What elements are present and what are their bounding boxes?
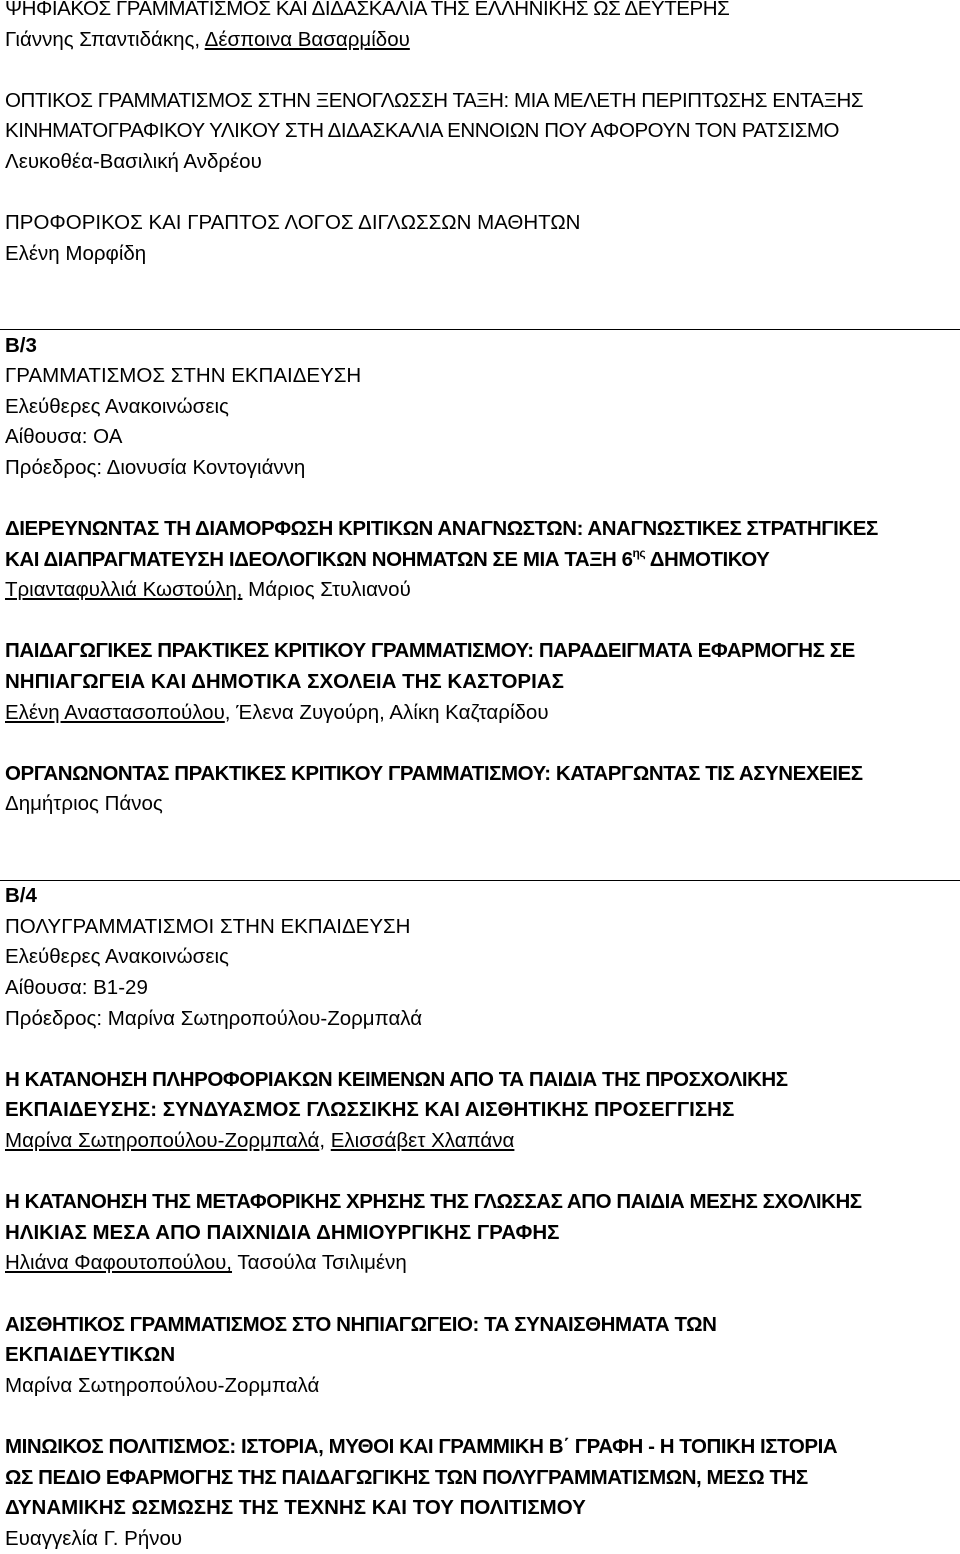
presenting-author: Τριανταφυλλιά Κωστούλη, bbox=[5, 578, 243, 602]
presenting-author: Ελένη Αναστασοπούλου bbox=[5, 700, 225, 724]
paper-title: ΔΙΕΡΕΥΝΩΝΤΑΣ ΤΗ ΔΙΑΜΟΡΦΩΣΗ ΚΡΙΤΙΚΩΝ ΑΝΑΓΝΩΣΤΩΝ: ΑΝΑΓΝΩΣΤΙΚΕΣ ΣΤΡΑΤΗΓΙΚΕΣ bbox=[5, 517, 878, 541]
program-page bbox=[5, 0, 955, 1554]
paper-title: ΩΣ ΠΕΔΙΟ ΕΦΑΡΜΟΓΗΣ ΤΗΣ ΠΑΙΔΑΓΩΓΙΚΗΣ ΤΩΝ ΠΟΛΥΓΡΑΜΜΑΤΙΣΜΩΝ, ΜΕΣΩ ΤΗΣ bbox=[5, 1465, 808, 1489]
paper-title: ΠΑΙΔΑΓΩΓΙΚΕΣ ΠΡΑΚΤΙΚΕΣ ΚΡΙΤΙΚΟΥ ΓΡΑΜΜΑΤΙΣΜΟΥ: ΠΑΡΑΔΕΙΓΜΑΤΑ ΕΦΑΡΜΟΓΗΣ ΣΕ bbox=[5, 639, 855, 663]
authors-line bbox=[5, 25, 955, 56]
author: Μαρίνα Σωτηροπούλου-Ζορμπαλά bbox=[5, 1373, 320, 1397]
session-room: Αίθουσα: Β1-29 bbox=[5, 976, 148, 999]
session-type: Ελεύθερες Ανακοινώσεις bbox=[5, 945, 229, 969]
author: , Έλενα Ζυγούρη, Αλίκη Καζταρίδου bbox=[224, 700, 549, 724]
authors-line: Μαρίνα Σωτηροπούλου-Ζορμπαλά, Ελισσάβετ Χλαπάνα bbox=[5, 1128, 515, 1152]
author: Δημήτριος Πάνος bbox=[5, 792, 163, 816]
paper-title: ΠΡΟΦΟΡΙΚΟΣ ΚΑΙ ΓΡΑΠΤΟΣ ΛΟΓΟΣ ΔΙΓΛΩΣΣΩΝ ΜΑΘΗΤΩΝ bbox=[5, 211, 581, 235]
paper-title: ΚΙΝΗΜΑΤΟΓΡΑΦΙΚΟΥ ΥΛΙΚΟΥ ΣΤΗ ΔΙΔΑΣΚΑΛΙΑ ΕΝΝΟΙΩΝ ΠΟΥ ΑΦΟΡΟΥΝ ΤΟΝ ΡΑΤΣΙΣΜΟ bbox=[5, 119, 840, 143]
author: Γιάννης Σπαντιδάκης, bbox=[5, 27, 205, 51]
session-chair: Πρόεδρος: Διονυσία Κοντογιάννη bbox=[5, 455, 306, 479]
paper-title: ΕΚΠΑΙΔΕΥΤΙΚΩΝ bbox=[5, 1343, 176, 1367]
ordinal-superscript: ης bbox=[632, 545, 646, 560]
presenting-author: Μαρίνα Σωτηροπούλου-Ζορμπαλά bbox=[5, 1128, 320, 1152]
session-code: Β/3 bbox=[5, 333, 37, 357]
paper-title: ΜΙΝΩΙΚΟΣ ΠΟΛΙΤΙΣΜΟΣ: ΙΣΤΟΡΙΑ, ΜΥΘΟΙ ΚΑΙ ΓΡΑΜΜΙΚΗ Β΄ ΓΡΑΦΗ - Η ΤΟΠΙΚΗ ΙΣΤΟΡΙΑ bbox=[5, 1434, 838, 1458]
session-topic: ΠΟΛΥΓΡΑΜΜΑΤΙΣΜΟΙ ΣΤΗΝ ΕΚΠΑΙΔΕΥΣΗ bbox=[5, 914, 411, 938]
author: Ευαγγελία Γ. Ρήνου bbox=[5, 1526, 183, 1550]
paper-title: Η ΚΑΤΑΝΟΗΣΗ ΤΗΣ ΜΕΤΑΦΟΡΙΚΗΣ ΧΡΗΣΗΣ ΤΗΣ ΓΛΩΣΣΑΣ ΑΠΟ ΠΑΙΔΙΑ ΜΕΣΗΣ ΣΧΟΛΙΚΗΣ bbox=[5, 1190, 862, 1214]
presenting-author: Δέσποινα Βασαρμίδου bbox=[204, 27, 410, 51]
paper-title: ΕΚΠΑΙΔΕΥΣΗΣ: ΣΥΝΔΥΑΣΜΟΣ ΓΛΩΣΣΙΚΗΣ ΚΑΙ ΑΙΣΘΗΤΙΚΗΣ ΠΡΟΣΕΓΓΙΣΗΣ bbox=[5, 1098, 735, 1122]
authors-line bbox=[5, 575, 955, 606]
paper-title: ΗΛΙΚΙΑΣ ΜΕΣΑ ΑΠΟ ΠΑΙΧΝΙΔΙΑ ΔΗΜΙΟΥΡΓΙΚΗΣ ΓΡΑΦΗΣ bbox=[5, 1220, 560, 1244]
paper-title: ΔΥΝΑΜΙΚΗΣ ΩΣΜΩΣΗΣ ΤΗΣ ΤΕΧΝΗΣ ΚΑΙ ΤΟΥ ΠΟΛΙΤΙΣΜΟΥ bbox=[5, 1496, 586, 1520]
session-type: Ελεύθερες Ανακοινώσεις bbox=[5, 394, 229, 418]
presenting-author: Ελισσάβετ Χλαπάνα bbox=[330, 1128, 515, 1152]
paper-title: ΟΠΤΙΚΟΣ ΓΡΑΜΜΑΤΙΣΜΟΣ ΣΤΗΝ ΞΕΝΟΓΛΩΣΣΗ ΤΑΞΗ: ΜΙΑ ΜΕΛΕΤΗ ΠΕΡΙΠΤΩΣΗΣ ΕΝΤΑΞΗΣ bbox=[5, 88, 864, 112]
session-divider bbox=[0, 329, 960, 330]
paper-title: ΟΡΓΑΝΩΝΟΝΤΑΣ ΠΡΑΚΤΙΚΕΣ ΚΡΙΤΙΚΟΥ ΓΡΑΜΜΑΤΙΣΜΟΥ: ΚΑΤΑΡΓΩΝΤΑΣ ΤΙΣ ΑΣΥΝΕΧΕΙΕΣ bbox=[5, 761, 863, 785]
authors-line bbox=[5, 698, 955, 729]
presenting-author: Ηλιάνα Φαφουτοπούλου, bbox=[5, 1251, 233, 1275]
author: Μάριος Στυλιανού bbox=[242, 578, 411, 602]
paper-title: ΝΗΠΙΑΓΩΓΕΙΑ ΚΑΙ ΔΗΜΟΤΙΚΑ ΣΧΟΛΕΙΑ ΤΗΣ ΚΑΣΤΟΡΙΑΣ bbox=[5, 670, 564, 694]
session-divider bbox=[0, 880, 960, 881]
author: Ελένη Μορφίδη bbox=[5, 241, 147, 265]
paper-title: Η ΚΑΤΑΝΟΗΣΗ ΠΛΗΡΟΦΟΡΙΑΚΩΝ ΚΕΙΜΕΝΩΝ ΑΠΟ ΤΑ ΠΑΙΔΙΑ ΤΗΣ ΠΡΟΣΧΟΛΙΚΗΣ bbox=[5, 1067, 788, 1091]
paper-title: ΚΑΙ ΔΙΑΠΡΑΓΜΑΤΕΥΣΗ ΙΔΕΟΛΟΓΙΚΩΝ ΝΟΗΜΑΤΩΝ ΣΕ ΜΙΑ ΤΑΞΗ $6^{\eta\varsigma}$ ΔΗΜΟΤΙΚΟΥ bbox=[5, 545, 770, 571]
section-heading: ΨΗΦΙΑΚΟΣ ΓΡΑΜΜΑΤΙΣΜΟΣ ΚΑΙ ΔΙΔΑΣΚΑΛΙΑ ΤΗΣ ΕΛΛΗΝΙΚΗΣ ΩΣ ΔΕΥΤΕΡΗΣ bbox=[5, 0, 730, 20]
author: Τασούλα Τσιλιμένη bbox=[232, 1251, 407, 1275]
session-chair: Πρόεδρος: Μαρίνα Σωτηροπούλου-Ζορμπαλά bbox=[5, 1006, 423, 1030]
author: Λευκοθέα-Βασιλική Ανδρέου bbox=[5, 149, 262, 173]
paper-title: ΑΙΣΘΗΤΙΚΟΣ ΓΡΑΜΜΑΤΙΣΜΟΣ ΣΤΟ ΝΗΠΙΑΓΩΓΕΙΟ: ΤΑ ΣΥΝΑΙΣΘΗΜΑΤΑ ΤΩΝ bbox=[5, 1312, 717, 1336]
session-code: Β/4 bbox=[5, 884, 37, 908]
authors-line bbox=[5, 1248, 955, 1279]
session-room: Αίθουσα: ΟΑ bbox=[5, 425, 123, 449]
session-topic: ΓΡΑΜΜΑΤΙΣΜΟΣ ΣΤΗΝ ΕΚΠΑΙΔΕΥΣΗ bbox=[5, 364, 362, 388]
chair-name: Μαρίνα Σωτηροπούλου-Ζορμπαλά bbox=[107, 1006, 423, 1030]
